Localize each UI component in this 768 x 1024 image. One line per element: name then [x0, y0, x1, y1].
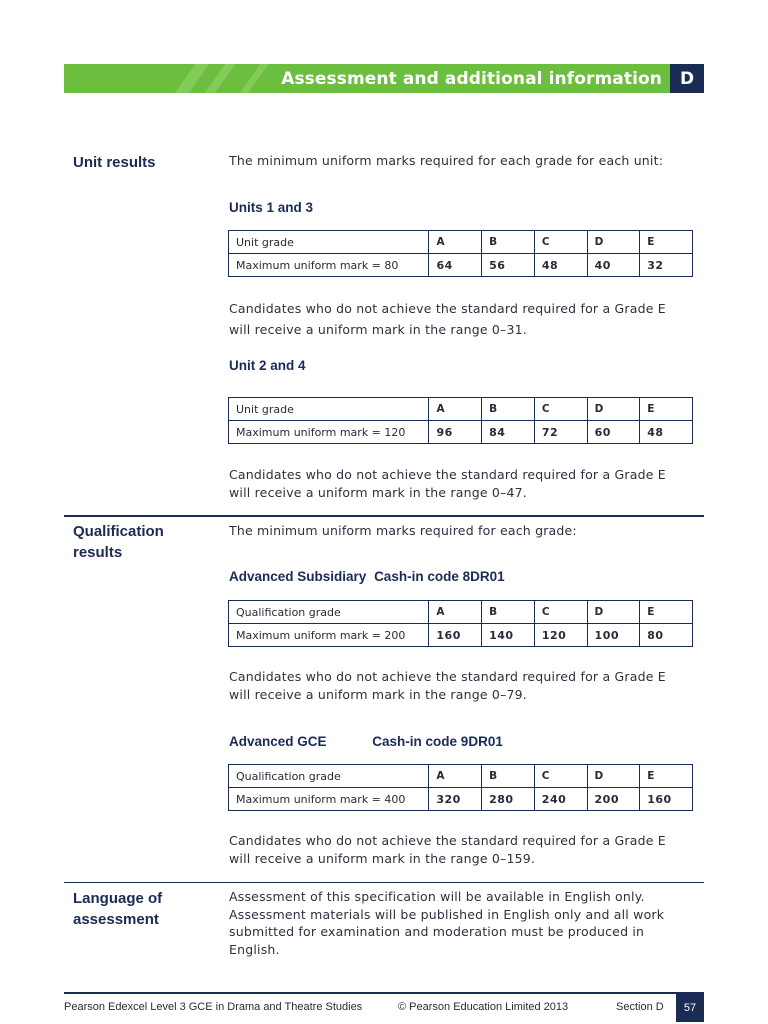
banner-decoration: [235, 64, 271, 93]
table-header-row: [229, 601, 693, 624]
mark-cell: 96: [429, 421, 482, 444]
units-2-4-heading: Unit 2 and 4: [229, 358, 306, 373]
max-mark-label: Maximum uniform mark = 120: [229, 421, 429, 444]
qualification-results-intro: The minimum uniform marks required for each grade:: [229, 523, 577, 538]
units-1-3-grade-table: [228, 230, 693, 277]
grade-cell: B: [482, 231, 535, 254]
footer-publication-title: Pearson Edexcel Level 3 GCE in Drama and Theatre Studies: [64, 1001, 363, 1013]
section-title: Assessment and additional information: [281, 69, 662, 89]
mark-cell: 140: [482, 624, 535, 647]
heading-line: Qualification: [73, 523, 164, 540]
qualification-results-heading: [73, 521, 213, 563]
paragraph-line: Assessment materials will be published in English only and all work: [229, 906, 665, 922]
grade-cell: C: [534, 765, 587, 788]
grade-cell: A: [429, 601, 482, 624]
table-row: [229, 254, 693, 277]
mark-cell: 40: [587, 254, 640, 277]
header-banner: [64, 64, 704, 93]
grade-cell: B: [482, 765, 535, 788]
table-header-label: Qualification grade: [229, 765, 429, 788]
table-header-label: Unit grade: [229, 398, 429, 421]
max-mark-label: Maximum uniform mark = 200: [229, 624, 429, 647]
mark-cell: 280: [482, 788, 535, 811]
table-row: [229, 788, 693, 811]
heading-line: assessment: [73, 911, 159, 928]
mark-cell: 160: [640, 788, 693, 811]
footer-rule: [64, 992, 704, 994]
table-header-row: [229, 765, 693, 788]
note-line: Candidates who do not achieve the standard required for a Grade E: [229, 301, 666, 316]
mark-cell: 100: [587, 624, 640, 647]
section-letter-badge: D: [670, 64, 704, 93]
section-divider: [64, 515, 704, 517]
as-note: [229, 668, 699, 703]
grade-cell: D: [587, 601, 640, 624]
table-row: [229, 421, 693, 444]
unit-results-heading: Unit results: [73, 154, 156, 171]
gce-title: Advanced GCE: [229, 734, 327, 749]
gce-grade-table: [228, 764, 693, 811]
gce-cash-in-code: Cash-in code 9DR01: [372, 734, 503, 749]
footer-copyright: © Pearson Education Limited 2013: [398, 1001, 569, 1013]
mark-cell: 56: [482, 254, 535, 277]
note-line: Candidates who do not achieve the standard required for a Grade E: [229, 669, 666, 684]
mark-cell: 200: [587, 788, 640, 811]
table-header-row: [229, 398, 693, 421]
grade-cell: B: [482, 398, 535, 421]
as-heading: [229, 569, 505, 584]
grade-cell: D: [587, 231, 640, 254]
mark-cell: 64: [429, 254, 482, 277]
grade-cell: E: [640, 765, 693, 788]
table-header-row: [229, 231, 693, 254]
paragraph-line: Assessment of this specification will be available in English only.: [229, 889, 645, 904]
grade-cell: C: [534, 601, 587, 624]
note-line: Candidates who do not achieve the standard required for a Grade E: [229, 467, 666, 482]
note-line: will receive a uniform mark in the range 0–31.: [229, 322, 527, 337]
max-mark-label: Maximum uniform mark = 80: [229, 254, 429, 277]
units-2-4-grade-table: [228, 397, 693, 444]
note-line: will receive a uniform mark in the range 0–47.: [229, 484, 527, 500]
mark-cell: 60: [587, 421, 640, 444]
grade-cell: A: [429, 765, 482, 788]
unit-results-intro: The minimum uniform marks required for each grade for each unit:: [229, 153, 664, 168]
footer-section-label: Section D: [616, 1001, 664, 1013]
units-1-3-note: [229, 298, 699, 340]
as-grade-table: [228, 600, 693, 647]
heading-line: results: [73, 544, 123, 561]
grade-cell: E: [640, 231, 693, 254]
grade-cell: A: [429, 231, 482, 254]
units-1-3-heading: Units 1 and 3: [229, 200, 314, 215]
grade-cell: C: [534, 398, 587, 421]
mark-cell: 84: [482, 421, 535, 444]
mark-cell: 32: [640, 254, 693, 277]
gce-heading: [229, 734, 503, 749]
grade-cell: D: [587, 765, 640, 788]
mark-cell: 160: [429, 624, 482, 647]
table-row: [229, 624, 693, 647]
paragraph-line: English.: [229, 941, 280, 957]
grade-cell: A: [429, 398, 482, 421]
max-mark-label: Maximum uniform mark = 400: [229, 788, 429, 811]
gce-note: [229, 832, 699, 867]
mark-cell: 48: [534, 254, 587, 277]
mark-cell: 240: [534, 788, 587, 811]
language-heading: [73, 888, 213, 930]
grade-cell: D: [587, 398, 640, 421]
table-header-label: Unit grade: [229, 231, 429, 254]
grade-cell: E: [640, 601, 693, 624]
language-text: [229, 888, 699, 958]
paragraph-line: submitted for examination and moderation must be produced in: [229, 924, 645, 939]
grade-cell: C: [534, 231, 587, 254]
note-line: will receive a uniform mark in the range 0–159.: [229, 850, 536, 866]
banner-decoration: [170, 64, 212, 93]
mark-cell: 48: [640, 421, 693, 444]
grade-cell: B: [482, 601, 535, 624]
units-2-4-note: [229, 466, 699, 501]
as-title: Advanced Subsidiary: [229, 569, 367, 584]
heading-line: Language of: [73, 890, 163, 907]
note-line: Candidates who do not achieve the standard required for a Grade E: [229, 833, 666, 848]
section-divider: [64, 882, 704, 883]
page-number: 57: [676, 994, 704, 1022]
mark-cell: 120: [534, 624, 587, 647]
table-header-label: Qualification grade: [229, 601, 429, 624]
note-line: will receive a uniform mark in the range 0–79.: [229, 686, 527, 702]
mark-cell: 320: [429, 788, 482, 811]
mark-cell: 72: [534, 421, 587, 444]
grade-cell: E: [640, 398, 693, 421]
mark-cell: 80: [640, 624, 693, 647]
as-cash-in-code: Cash-in code 8DR01: [374, 569, 505, 584]
